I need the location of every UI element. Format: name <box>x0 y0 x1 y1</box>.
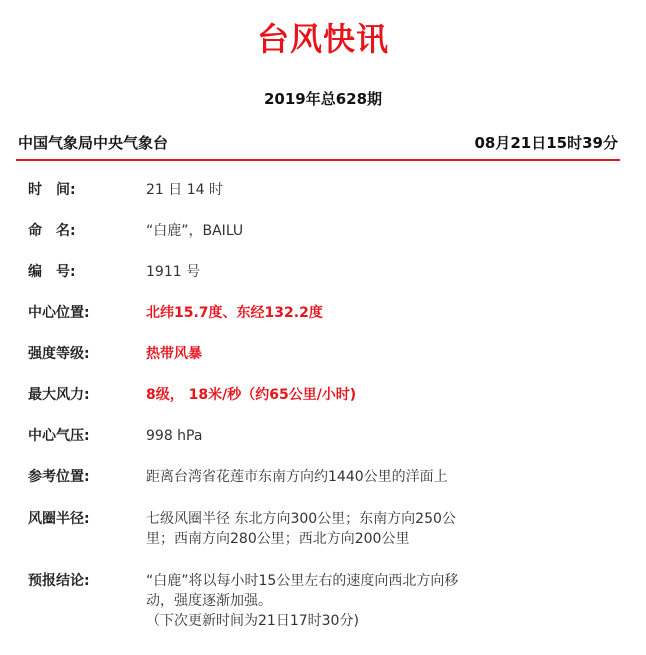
bulletin-title: 台风快讯 <box>256 20 389 58</box>
row-max-wind <box>28 385 618 405</box>
row-label-center-position: 中心位置: <box>28 305 90 321</box>
row-wind-radius <box>28 509 618 549</box>
bulletin-header <box>18 132 618 154</box>
header-divider <box>16 159 620 161</box>
row-label-number: 编 号: <box>28 264 76 280</box>
issue-number: 2019年总628期 <box>263 90 383 108</box>
row-label-wind-radius: 风圈半径: <box>28 511 90 527</box>
row-name <box>28 221 618 241</box>
row-label-intensity: 强度等级: <box>28 346 90 362</box>
row-center-position <box>28 303 618 323</box>
row-time <box>28 180 618 200</box>
row-label-max-wind: 最大风力: <box>28 387 90 403</box>
next-update-note: （下次更新时间为21日17时30分) <box>146 613 359 629</box>
row-label-name: 命 名: <box>28 223 76 239</box>
row-pressure <box>28 426 618 446</box>
row-intensity <box>28 344 618 364</box>
row-value-forecast <box>146 571 466 631</box>
row-label-time: 时 间: <box>28 182 76 198</box>
row-value-wind-radius: 七级风圈半径 东北方向300公里；东南方向250公里；西南方向280公里；西北方向200公里 <box>146 511 456 547</box>
row-value-center-position: 北纬15.7度、东经132.2度 <box>146 305 323 321</box>
row-label-reference-position: 参考位置: <box>28 469 90 485</box>
row-value-intensity: 热带风暴 <box>146 346 202 362</box>
row-value-number: 1911 号 <box>146 264 201 280</box>
row-label-forecast: 预报结论: <box>28 573 90 589</box>
row-value-reference-position: 距离台湾省花莲市东南方向约1440公里的洋面上 <box>146 469 448 485</box>
row-label-pressure: 中心气压: <box>28 428 90 444</box>
row-value-pressure: 998 hPa <box>146 428 203 444</box>
issuing-agency: 中国气象局中央气象台 <box>18 134 169 152</box>
row-forecast <box>28 571 618 631</box>
row-value-max-wind: 8级， 18米/秒（约65公里/小时) <box>146 387 357 403</box>
row-value-name: “白鹿”，BAILU <box>146 223 244 239</box>
forecast-text: “白鹿”将以每小时15公里左右的速度向西北方向移动，强度逐渐加强。 <box>146 573 459 609</box>
row-number <box>28 262 618 282</box>
row-value-time: 21 日 14 时 <box>146 182 223 198</box>
issue-datetime: 08月21日15时39分 <box>474 134 618 152</box>
row-reference-position <box>28 467 618 487</box>
